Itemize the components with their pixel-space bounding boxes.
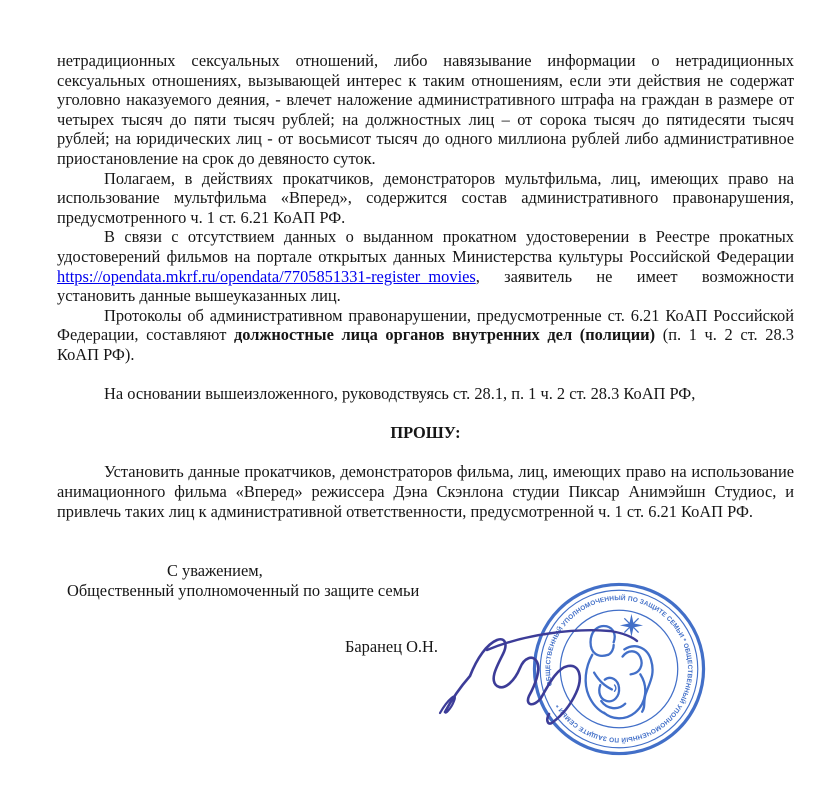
opendata-registry-link[interactable]: https://opendata.mkrf.ru/opendata/7705851331-register_movies xyxy=(57,266,476,286)
paragraph-offense-opinion: Полагаем, в действиях прокатчиков, демонстраторов мультфильма, лиц, имеющих право на использование мультфильма «Вперед», содержится состав административного правонарушения, предусмотренного ч. 1 ст. 6.21 КоАП РФ. xyxy=(57,168,794,227)
paragraph-fine-definition: нетрадиционных сексуальных отношений, либо навязывание информации о нетрадиционных сексуальных отношениях, вызывающей интерес к таким отношениям, если эти действия не содержат уголовно наказуемого деяния, - влечет наложение административного штрафа на граждан в размере от четырех тысяч до пяти тысяч рублей; на должностных лиц – от сорока тысяч до пятидесяти тысяч рублей; на юридических лиц - от восьмисот тысяч до одного миллиона рублей либо административное приостановление на срок до девяносто суток. xyxy=(57,51,794,168)
request-heading: ПРОШУ: xyxy=(390,423,461,443)
paragraph-registry xyxy=(57,227,794,305)
closing-salutation: С уважением, xyxy=(167,561,263,581)
registry-text-before-link: В связи с отсутствием данных о выданном прокатном удостоверении в Реестре прокатных удостоверений фильмов на портале открытых данных Министерства культуры Российской Федерации xyxy=(57,227,794,266)
signature-top-stroke xyxy=(487,630,637,650)
document-page xyxy=(57,51,794,657)
paragraph-legal-basis: На основании вышеизложенного, руководствуясь ст. 28.1, п. 1 ч. 2 ст. 28.3 КоАП РФ, xyxy=(104,384,696,404)
stamp-ring-text: ОБЩЕСТВЕННЫЙ УПОЛНОМОЧЕННЫЙ ПО ЗАЩИТЕ СЕМЬИ * ОБЩЕСТВЕННЫЙ УПОЛНОМОЧЕННЫЙ ПО ЗАЩИТЕ СЕМЬИ * xyxy=(544,594,694,744)
handwritten-signature xyxy=(425,600,655,740)
paragraph-protocols xyxy=(57,306,794,365)
paragraph-request: Установить данные прокатчиков, демонстраторов фильма, лиц, имеющих право на использование анимационного фильма «Вперед» режиссера Дэна Скэнлона студии Пиксар Анимэйшн Студиос, и привлечь таких лиц к административной ответственности, предусмотренной ч. 1 ст. 6.21 КоАП РФ. xyxy=(57,462,794,521)
signature-letters xyxy=(445,639,580,723)
registry-text-after-link: , заявитель не имеет возможности установить данные вышеуказанных лиц. xyxy=(57,266,794,306)
protocols-bold-police: должностные лица органов внутренних дел (полиции) xyxy=(234,325,656,345)
signatory-name: Баранец О.Н. xyxy=(345,637,438,657)
signatory-title: Общественный уполномоченный по защите семьи xyxy=(67,580,420,600)
protocols-text-after: (п. 1 ч. 2 ст. 28.3 КоАП РФ). xyxy=(57,325,794,364)
protocols-text-before: Протоколы об административном правонарушении, предусмотренные ст. 6.21 КоАП Российской Федерации, составляют xyxy=(57,305,794,345)
